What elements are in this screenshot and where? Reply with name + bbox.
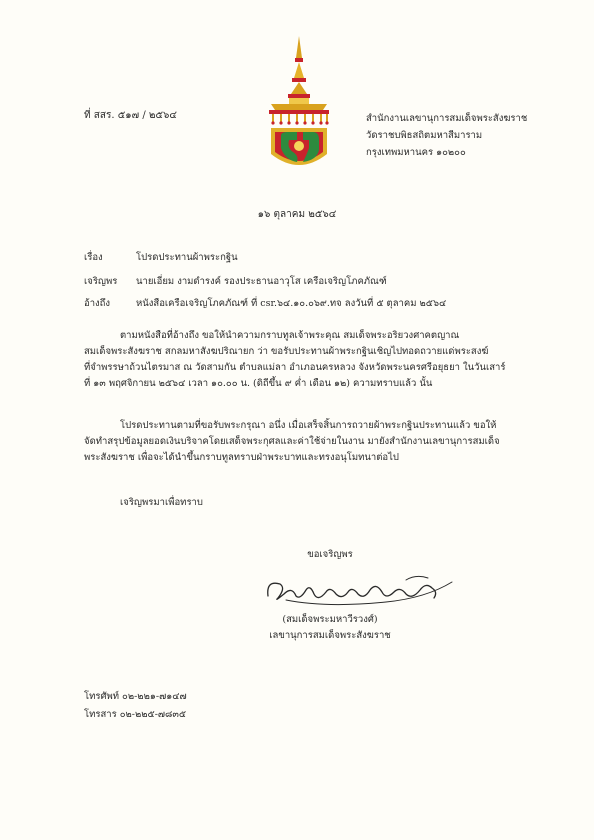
office-line-3: กรุงเทพมหานคร ๑๐๒๐๐ — [366, 147, 466, 158]
recipient-label: เจริญพร — [84, 276, 118, 287]
subject-label: เรื่อง — [84, 252, 103, 263]
recipient-text: นายเอี่ยม งามดำรงค์ รองประธานอาวุโส เครือเจริญโภคภัณฑ์ — [136, 276, 387, 287]
supreme-patriarch-emblem-icon — [263, 36, 335, 174]
fax-number: โทรสาร ๐๒-๒๒๕-๗๘๓๕ — [84, 709, 187, 720]
recipient-row — [84, 275, 387, 288]
paragraph-2-line-1: โปรดประทานตามที่ขอรับพระกรุณา อนึ่ง เมื่อเสร็จสิ้นการถวายผ้าพระกฐินประทานแล้ว ขอให้ — [120, 420, 497, 431]
document-number: ที่ สสร. ๕๑๗ / ๒๕๖๔ — [84, 110, 177, 121]
office-line-2: วัดราชบพิธสถิตมหาสีมาราม — [366, 130, 483, 141]
paragraph-1-line-3: ที่จำพรรษาถ้วนไตรมาส ณ วัดสามกัน ตำบลแม่ลา อำเภอนครหลวง จังหวัดพระนครศรีอยุธยา ในวันเสาร์ — [84, 362, 506, 373]
paragraph-1 — [84, 328, 524, 392]
paragraph-1-line-2: สมเด็จพระสังฆราช สกลมหาสังฆปริณายก ว่า ขอรับประทานผ้าพระกฐินเชิญไปทอดถวายแด่พระสงฆ์ — [84, 346, 489, 357]
paragraph-2-line-3: พระสังฆราช เพื่อจะได้นำขึ้นกราบทูลทราบฝ่าพระบาทและทรงอนุโมทนาต่อไป — [84, 452, 399, 463]
paragraph-2-line-2: จัดทำสรุปข้อมูลยอดเงินบริจาคโดยเสด็จพระกุศลและค่าใช้จ่ายในงาน มายังสำนักงานเลขานุการสมเด็จ — [84, 436, 500, 447]
office-address — [366, 110, 527, 161]
paragraph-1-line-1: ตามหนังสือที่อ้างถึง ขอให้นำความกราบทูลเจ้าพระคุณ สมเด็จพระอริยวงศาคตญาณ — [120, 330, 460, 341]
subject-text: โปรดประทานผ้าพระกฐิน — [136, 252, 238, 263]
reference-row — [84, 297, 446, 310]
subject-row — [84, 251, 238, 264]
office-line-1: สำนักงานเลขานุการสมเด็จพระสังฆราช — [366, 113, 528, 124]
signatory-title: เลขานุการสมเด็จพระสังฆราช — [269, 630, 391, 641]
phone-number: โทรศัพท์ ๐๒-๒๒๑-๗๑๔๗ — [84, 691, 187, 702]
handwritten-signature-icon — [256, 570, 456, 612]
letter-date: ๑๖ ตุลาคม ๒๕๖๔ — [257, 209, 337, 220]
reference-label: อ้างถึง — [84, 298, 111, 309]
reference-text: หนังสือเครือเจริญโภคภัณฑ์ ที่ csr.๖๔.๑๐.๐๖๙.ทจ ลงวันที่ ๕ ตุลาคม ๒๕๖๔ — [136, 298, 447, 309]
paragraph-1-line-4: ที่ ๑๓ พฤศจิกายน ๒๕๖๔ เวลา ๑๐.๐๐ น. (ดิถีขึ้น ๙ ค่ำ เดือน ๑๒) ความทราบแล้ว นั้น — [84, 378, 433, 389]
closing-text: เจริญพรมาเพื่อทราบ — [120, 497, 203, 508]
signature-greeting: ขอเจริญพร — [307, 549, 353, 560]
signatory-name: (สมเด็จพระมหาวีรวงศ์) — [282, 614, 378, 625]
paragraph-2 — [84, 418, 524, 466]
